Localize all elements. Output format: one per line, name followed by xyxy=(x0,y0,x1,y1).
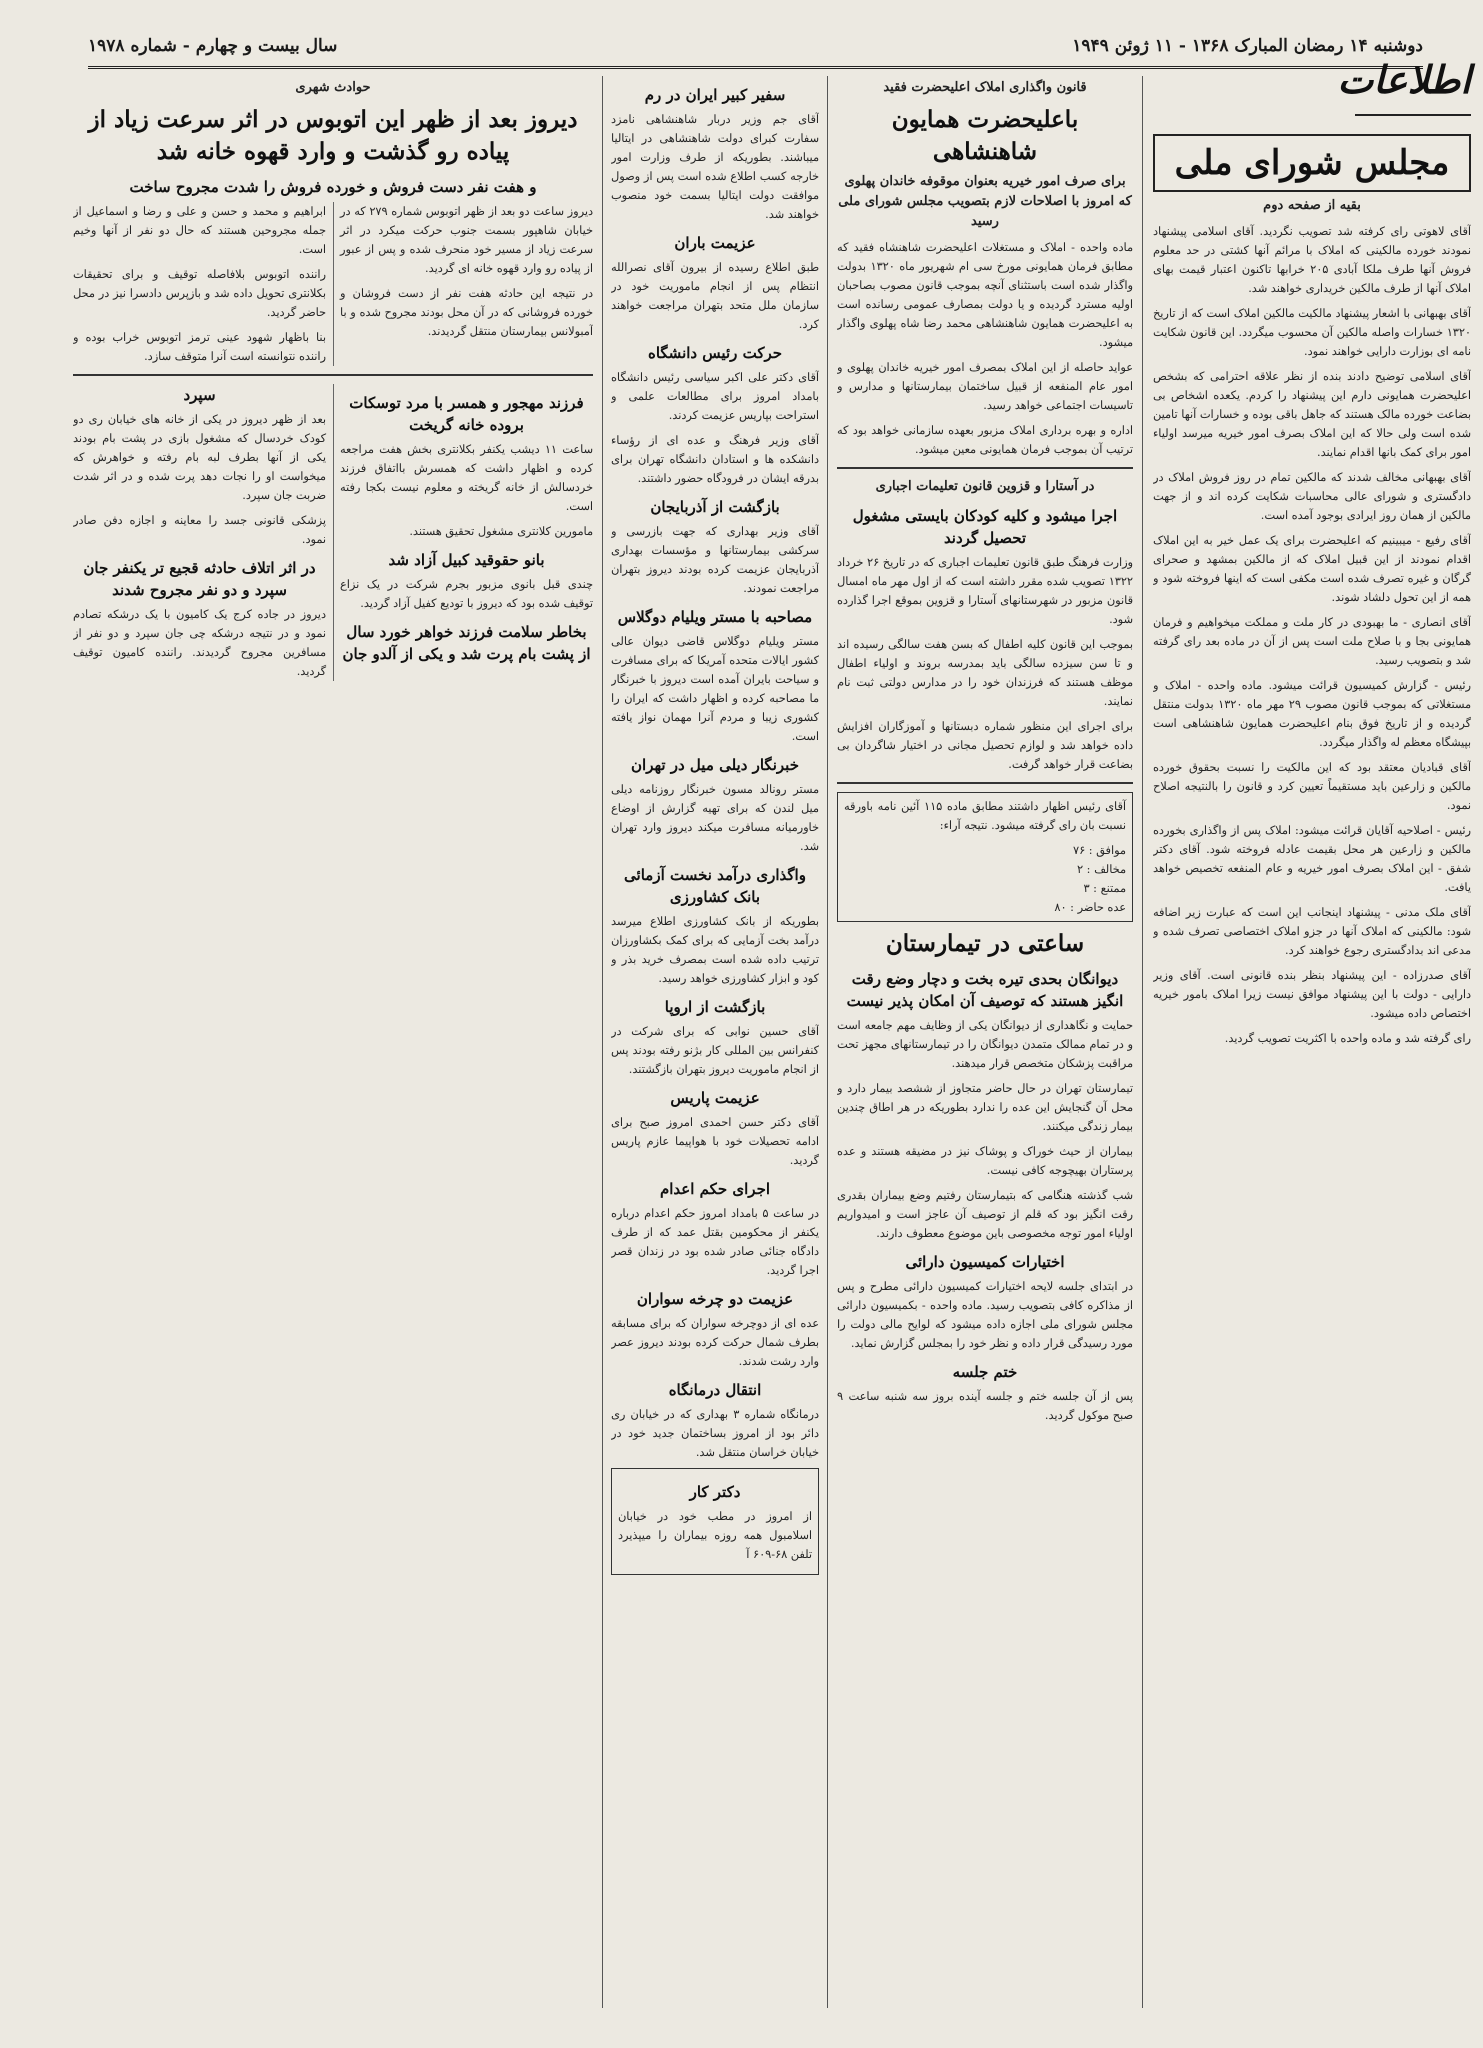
paragraph: آقای صدرزاده - این پیشنهاد بنظر بنده قانونی است. آقای وزیر دارایی - دولت با این پیشنهاد موافق نیست زیرا املاک بامور خیریه اختصاص داده میشود. xyxy=(1153,969,1471,1020)
continued-note: بقیه از صفحه دوم xyxy=(1263,198,1361,213)
vote-row: ممتنع : ۳ xyxy=(1083,882,1126,895)
paragraph: بموجب این قانون کلیه اطفال که بسن هفت سالگی رسیده اند و تا سن سیزده سالگی باید بمدرسه بروند و اولیاء اطفال موظف هستند که فرزندان خود را در مدارس دولتی ثبت نام نمایند. xyxy=(837,638,1133,708)
news-heading: انتقال درمانگاه xyxy=(668,1381,762,1399)
bus-headline: دیروز بعد از ظهر این اتوبوس در اثر سرعت زیاد از پیاده رو گذشت و وارد قهوه خانه شد xyxy=(88,106,578,165)
paragraph: آقای قبادیان معتقد بود که این مالکیت را نسبت بحقوق خورده مالکین و زارعین باید مستقیماً تعیین کرد و قانون را بالنتیجه اصلاح نمود. xyxy=(1153,761,1471,812)
paragraph: طبق اطلاع رسیده از بیرون آقای نصرالله انتظام پس از انجام ماموریت خود در سازمان ملل متحد بتهران مراجعت خواهند کرد. xyxy=(611,261,819,331)
paragraph: بنا باظهار شهود عینی ترمز اتوبوس خراب بوده و راننده نتوانسته است آنرا متوقف سازد. xyxy=(73,331,326,363)
paragraph: چندی قبل بانوی مزبور بجرم شرکت در یک نزاع توقیف شده بود که دیروز با تودیع کفیل آزاد گردید. xyxy=(340,578,593,610)
column-rule xyxy=(602,76,603,2008)
paragraph: آقای وزیر فرهنگ و عده ای از رؤساء دانشکده ها و استادان دانشگاه تهران برای بدرقه ایشان در فرودگاه حضور داشتند. xyxy=(611,434,819,485)
vote-value: ۲ xyxy=(1077,863,1084,876)
paragraph: آقای وزیر بهداری که جهت بازرسی و سرکشی بیمارستانها و مؤسسات بهداری آذربایجان عزیمت کرده بودند دیروز بتهران مراجعت نمودند. xyxy=(611,525,819,595)
paragraph: مستر ویلیام دوگلاس قاضی دیوان عالی کشور ایالات متحده آمریکا که برای مسافرت و سیاحت بایران آمده است دیروز با خبرنگار ما مصاحبه کرده و اظهار داشت که ایران را کشوری زیبا و مردم آنرا مهمان نواز یافته است. xyxy=(611,635,819,743)
news-heading: سفیر کبیر ایران در رم xyxy=(644,86,786,104)
paragraph: رئیس - گزارش کمیسیون قرائت میشود. ماده واحده - املاک و مستغلاتی که بموجب قانون مصوب ۲۹ مهر ماه ۱۳۲۰ بدولت منتقل گردیده و از تاریخ فوق بنام اعلیحضرت همایون شاهنشاهی است بپیشگاه معظم له واگذار میگردد. xyxy=(1153,679,1471,749)
column-city-news xyxy=(73,76,593,2008)
column-news xyxy=(611,76,819,2008)
paragraph: مامورین کلانتری مشغول تحقیق هستند. xyxy=(409,525,593,538)
paragraph: بطوریکه از بانک کشاورزی اطلاع میرسد درآمد بخت آزمایی که برای کمک بکشاورزان ترتیب داده شده است بمصرف خرید بذر و کود و ابزار کشاورزی خواهد رسید. xyxy=(611,915,819,985)
vote-label: ممتنع xyxy=(1100,882,1126,895)
column-majlis xyxy=(1153,128,1471,2008)
vote-label: موافق xyxy=(1096,844,1126,857)
paragraph: دیروز ساعت دو بعد از ظهر اتوبوس شماره ۲۷۹ که در خیابان شاهپور بسمت جنوب حرکت میکرد در اثر سرعت زیاد از مسیر خود منحرف شده و پس از عبور از پیاده رو وارد قهوه خانه ای گردید. xyxy=(340,205,593,275)
paragraph: مستر رونالد مسون خبرنگار روزنامه دیلی میل لندن که برای تهیه گزارش از اوضاع خاورمیانه مسافرت میکند دیروز وارد تهران شد. xyxy=(611,783,819,853)
paragraph: در ابتدای جلسه لایحه اختیارات کمیسیون دارائی مطرح و پس از مذاکره کافی بتصویب رسید. ماده واحده - بکمیسیون دارائی مجلس شورای ملی اجازه داده میشود که لوایح مالی دولت را مورد رسیدگی قرار داده و نظر خود را بمجلس گزارش نماید. xyxy=(837,1280,1133,1350)
vote-title: آقای رئیس اظهار داشتند مطابق ماده ۱۱۵ آئین نامه باورقه نسبت بان رای گرفته میشود. نتیجه آراء: xyxy=(844,800,1126,832)
paragraph: در ساعت ۵ بامداد امروز حکم اعدام درباره یکنفر از محکومین بقتل عمد که از طرف دادگاه جنائی صادر شده بود در زندان قصر اجرا گردید. xyxy=(611,1207,819,1277)
news-heading: بانو حقوقید کبیل آزاد شد xyxy=(388,551,545,569)
paragraph: آقای حسین نوابی که برای شرکت در کنفرانس بین المللی کار بژنو رفته بودند پس از انجام ماموریت دیروز بتهران بازگشتند. xyxy=(611,1025,819,1076)
law-headline: باعلیحضرت همایون شاهنشاهی xyxy=(891,106,1079,165)
paragraph: اداره و بهره برداری املاک مزبور بعهده سازمانی خواهد بود که ترتیب آن بموجب فرمان همایونی معین میشود. xyxy=(837,424,1133,456)
vote-value: ۳ xyxy=(1083,882,1090,895)
news-heading: بازگشت از اروپا xyxy=(664,998,766,1016)
paragraph: دیروز در جاده کرج یک کامیون با یک درشکه تصادم نمود و در نتیجه درشکه چی جان سپرد و دو نفر از مسافرین مجروح گردیدند. راننده کامیون توقیف گردید. xyxy=(73,608,326,678)
paragraph: عواید حاصله از این املاک بمصرف امور خیریه خاندان پهلوی و امور عام المنفعه از قبیل ساختمان بیمارستانها و مدارس و تاسیسات اجتماعی خواهد رسید. xyxy=(837,361,1133,412)
news-heading: فرزند مهجور و همسر با مرد توسکات بروده خانه گریخت xyxy=(349,394,584,434)
paragraph: رئیس - اصلاحیه آقایان قرائت میشود: املاک پس از واگذاری بخورده مالکین و زارعین هر محل بقیمت عادله فروخته شود. آقای دکتر شفق - این املاک بصرف امور خیریه و عام المنفعه تخصیص خواهد یافت. xyxy=(1153,824,1471,894)
paragraph: رای گرفته شد و ماده واحده با اکثریت تصویب گردید. xyxy=(1224,1032,1471,1045)
news-heading: عزیمت دو چرخه سواران xyxy=(636,1290,794,1308)
issue-date: دوشنبه ۱۴ رمضان المبارک ۱۳۶۸ - ۱۱ ژوئن ۱۹۴۹ xyxy=(1072,36,1423,56)
news-heading: بخاطر سلامت فرزند خواهر خورد سال از پشت بام پرت شد و یکی از آلدو جان سپرد xyxy=(183,386,591,663)
session-heading: ختم جلسه xyxy=(952,1363,1018,1381)
news-heading: عزیمت پاریس xyxy=(670,1089,760,1107)
vote-box xyxy=(837,792,1133,922)
column-rule xyxy=(1142,76,1143,2008)
paragraph: حمایت و نگاهداری از دیوانگان یکی از وظایف مهم جامعه است و در تمام ممالک متمدن دیوانگان را در تیمارستانهای مجهز تحت مراقبت پزشکان متخصص قرار میدهند. xyxy=(837,1019,1133,1070)
majlis-headline: مجلس شورای ملی xyxy=(1153,134,1471,192)
bus-subheadline: و هفت نفر دست فروش و خورده فروش را شدت مجروح ساخت xyxy=(129,178,537,196)
paragraph: برای اجرای این منظور شماره دبستانها و آموزگاران افزایش داده خواهد شد و لوازم تحصیل مجانی در اختیار شاگردان بی بضاعت قرار خواهد گرفت. xyxy=(837,720,1133,771)
education-kicker: در آستارا و قزوین قانون تعلیمات اجباری xyxy=(875,479,1095,494)
news-heading: عزیمت باران xyxy=(674,234,756,252)
newspaper-logo: اطلاعات xyxy=(1355,48,1471,116)
column-law xyxy=(837,76,1133,2008)
news-heading: مصاحبه با مستر ویلیام دوگلاس xyxy=(617,608,813,626)
issue-number: سال بیست و چهارم - شماره ۱۹۷۸ xyxy=(88,36,338,56)
news-heading: بازگشت از آذربایجان xyxy=(650,498,780,516)
news-heading: در اثر اتلاف حادثه قجیع تر یکنفر جان سپرد و دو نفر مجروح شدند xyxy=(83,559,316,599)
vote-label: مخالف xyxy=(1094,863,1126,876)
law-subheadline: برای صرف امور خیریه بعنوان موقوفه خاندان پهلوی که امروز با اصلاحات لازم بتصویب مجلس شورای ملی رسید xyxy=(838,174,1132,229)
paragraph: وزارت فرهنگ طبق قانون تعلیمات اجباری که در تاریخ ۲۶ خرداد ۱۳۲۲ تصویب شده مقرر داشته است که از اول مهر ماه امسال قانون مزبور در شهرستانهای آستارا و قزوین بموقع اجرا گذارده شود. xyxy=(837,556,1133,626)
divider xyxy=(837,782,1133,784)
news-heading: اجرای حکم اعدام xyxy=(659,1180,771,1198)
paragraph: آقای لاهوتی رای کرفته شد تصویب نگردید. آقای اسلامی پیشنهاد نمودند خورده مالکینی که املاک با مرائم آنها کشتی در حد معلوم فروش آنها طرف ملکا آبادی ۲۰۵ خرابها تاکنون اعتبار قیمت بهای املاک آنها از طرف مالکین خریداری خواهند شد. xyxy=(1153,225,1471,295)
paragraph: در نتیجه این حادثه هفت نفر از دست فروشان و خورده فروشانی که در آن محل بودند مجروح شده و با آمبولانس بیمارستان منتقل گردیدند. xyxy=(340,287,593,338)
paragraph: شب گذشته هنگامی که بتیمارستان رفتیم وضع بیماران بقدری رقت انگیز بود که قلم از توصیف آن عاجز است و امیدواریم اولیاء امور توجه مخصوصی باین موضوع معطوف دارند. xyxy=(837,1189,1133,1240)
paragraph: آقای اسلامی توضیح دادند بنده از نظر علاقه احترامی که بشخص اعلیحضرت همایونی دارم این پیشنهاد را کردم. یکعده اشخاص بی بضاعت خورده مالک هستند که جاهل باقی بوده و خسارات آنها تامین شده است ولی حالا که این املاک بصرف امور خیریه میرسد اولیاء امور برای کمک بانها اقدام نمایند. xyxy=(1153,370,1471,459)
vote-value: ۸۰ xyxy=(1054,901,1067,914)
paragraph: عده ای از دوچرخه سواران که برای مسابقه بطرف شمال حرکت کرده بودند دیروز عصر وارد رشت شدند. xyxy=(611,1317,819,1368)
education-headline: اجرا میشود و کلیه کودکان بایستی مشغول تحصیل گردند xyxy=(852,507,1118,547)
paragraph: ابراهیم و محمد و حسن و علی و رضا و اسماعیل از جمله مجروحین هستند که حال دو نفر از آنها وخیم است. xyxy=(73,205,326,256)
two-column-body xyxy=(73,202,593,366)
divider xyxy=(837,467,1133,469)
vote-row: موافق : ۷۶ xyxy=(1073,844,1126,857)
news-heading: واگذاری درآمد نخست آزمائی بانک کشاورزی xyxy=(624,866,806,906)
paragraph: بیماران از حیث خوراک و پوشاک نیز در مضیقه هستند و عده پرستاران بهیچوجه کافی نیست. xyxy=(837,1145,1133,1177)
paragraph: آقای بهبهانی با اشعار پیشنهاد مالکیت مالکین املاک است که از تاریخ ۱۳۲۰ خسارات واصله مالکین آن محسوب میگردد. این قانون شکایت نامه ای بوزارت دارایی خواهند نمود. xyxy=(1153,307,1471,358)
section-kicker: حوادث شهری xyxy=(295,80,371,95)
ad-title: دکتر کار xyxy=(689,1483,741,1501)
paragraph: پس از آن جلسه ختم و جلسه آینده بروز سه شنبه ساعت ۹ صبح موکول گردید. xyxy=(837,1390,1133,1422)
hospital-subheadline: دیوانگان بحدی تیره بخت و دچار وضع رقت انگیز هستند که توصیف آن امکان پذیر نیست xyxy=(846,970,1124,1010)
paragraph: راننده اتوبوس بلافاصله توقیف و برای تحقیقات بکلانتری تحویل داده شد و بازپرس دادسرا نیز در محل حاضر گردید. xyxy=(73,268,326,319)
paragraph: آقای ملک مدنی - پیشنهاد اینجانب این است که عبارت زیر اضافه شود: مالکینی که املاک آنها در جزو املاک اختصاصی تصرف شده و مدعی اند بدادگستری رجوع خواهند کرد. xyxy=(1153,906,1471,957)
divider xyxy=(73,374,593,376)
paragraph: بعد از ظهر دیروز در یکی از خانه های خیابان ری دو کودک خردسال که مشغول بازی در پشت بام بودند یکی از آنها بطرف لبه بام رفته و خواهرش که میخواست او را نجات دهد پرت شده و در اثر شدت ضربت جان سپرد. xyxy=(73,413,326,502)
paragraph: آقای جم وزیر دربار شاهنشاهی نامزد سفارت کبرای دولت شاهنشاهی در ایتالیا میباشند. بطوریکه از طرف وزارت امور خارجه کسب اطلاع شده است پس از وصول موافقت دولت ایتالیا بسمت خود منصوب خواهند شد. xyxy=(611,113,819,221)
vote-label: عده حاضر xyxy=(1077,901,1126,914)
folio-line xyxy=(88,26,1423,69)
hospital-headline: ساعتی در تیمارستان xyxy=(885,930,1085,957)
paragraph: آقای دکتر علی اکبر سیاسی رئیس دانشگاه بامداد امروز برای مطالعات علمی و استراحت بپاریس عزیمت کردند. xyxy=(611,371,819,422)
paragraph: آقای انصاری - ما بهبودی در کار ملت و مملکت میخواهیم و فرمان همایونی بجا و با صلاح ملت است پس از آن در ماده بعد رای گرفته شد و بتصویب رسید. xyxy=(1153,616,1471,667)
paragraph: تیمارستان تهران در حال حاضر متجاوز از ششصد بیمار دارد و محل آن گنجایش این عده را ندارد بطوریکه در هر اطاق چندین بیمار زندگی میکنند. xyxy=(837,1082,1133,1133)
ad-body: از امروز در مطب خود در خیابان اسلامبول همه روزه بیماران را میپذیرد تلفن ۶۸-۶۰۹ آ xyxy=(618,1510,812,1561)
news-heading: حرکت رئیس دانشگاه xyxy=(647,344,783,362)
vote-row: مخالف : ۲ xyxy=(1077,863,1126,876)
vote-row: عده حاضر : ۸۰ xyxy=(1054,901,1126,914)
paragraph: آقای رفیع - میبینیم که اعلیحضرت برای یک عمل خیر به این املاک اقدام نمودند از این قبیل املاک که از مالکین بمشهد و صحرای گرگان و غیره تصرف شده است مکفی است که اینها فروخته شود و همه از این تحول دلشاد شوند. xyxy=(1153,534,1471,604)
commission-heading: اختیارات کمیسیون دارائی xyxy=(905,1253,1065,1271)
two-column-body xyxy=(73,384,593,681)
news-heading: خبرنگار دیلی میل در تهران xyxy=(631,756,799,774)
law-kicker: قانون واگذاری املاک اعلیحضرت فقید xyxy=(883,80,1087,95)
paragraph: پزشکی قانونی جسد را معاینه و اجازه دفن صادر نمود. xyxy=(73,514,326,546)
column-rule xyxy=(827,76,828,2008)
paragraph: ساعت ۱۱ دیشب یکنفر بکلانتری بخش هفت مراجعه کرده و اظهار داشت که همسرش بااتفاق فرزند خردسالش از خانه گریخته و معلوم نیست بکجا رفته است. xyxy=(340,443,593,513)
paragraph: آقای بهبهانی مخالف شدند که مالکین تمام در روز فروش املاک در دادگستری و شورای عالی محاسبات شکایت کرده اند و از جهت مالکین از همان روز ایرادی بوجود آمده است. xyxy=(1153,471,1471,522)
paragraph: آقای دکتر حسن احمدی امروز صبح برای ادامه تحصیلات خود با هواپیما عازم پاریس گردید. xyxy=(611,1116,819,1167)
vote-value: ۷۶ xyxy=(1073,844,1086,857)
paragraph: ماده واحده - املاک و مستغلات اعلیحضرت شاهنشاه فقید که مطابق فرمان همایونی مورخ سی ام شهریور ماه ۱۳۲۰ بدولت واگذار شده است باستثنای آنچه بموجب قانون مصوب بصاحبان اولیه مسترد گردیده و یا دولت بمصارف عمومی رسانده است به اعلیحضرت همایون شاهنشاهی محمد رضا شاه پهلوی واگذار میشود. xyxy=(837,241,1133,349)
advertisement-box xyxy=(611,1468,819,1575)
paragraph: درمانگاه شماره ۳ بهداری که در خیابان ری دائر بود از امروز بساختمان جدید خود در خیابان خراسان منتقل شد. xyxy=(611,1408,819,1459)
